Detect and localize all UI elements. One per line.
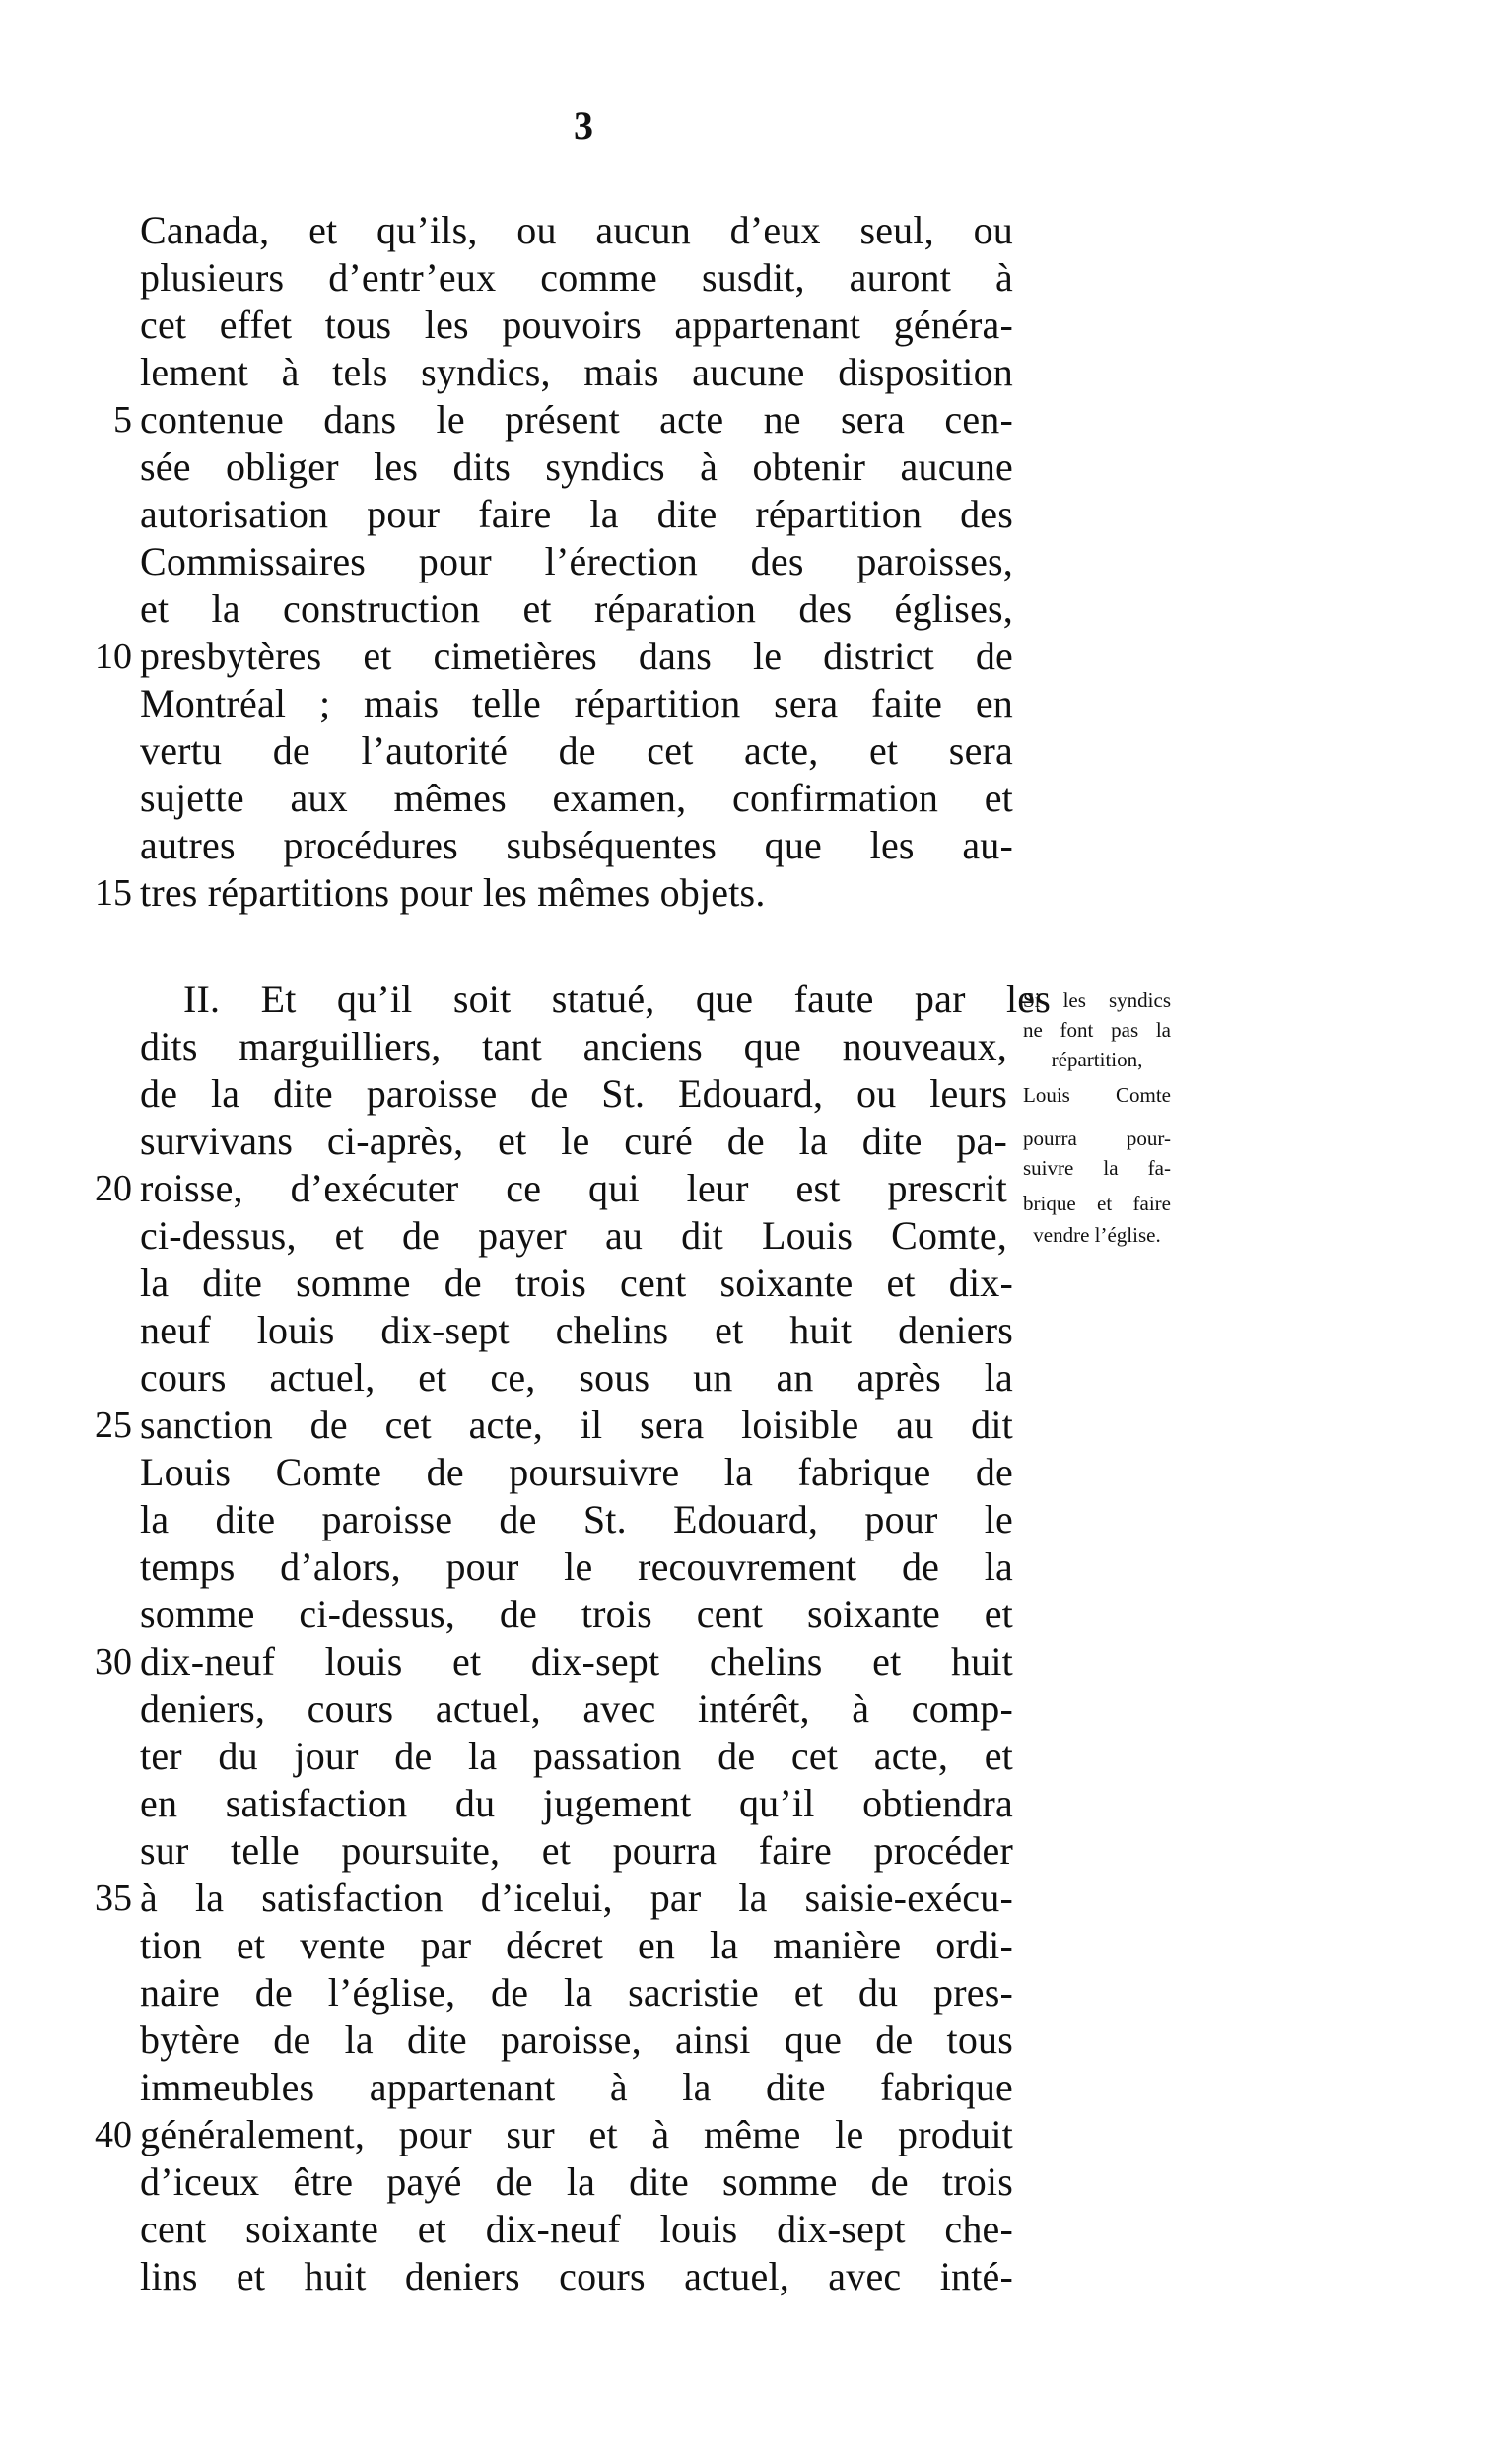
text-line: Louis Comte de poursuivre la fabrique de [140, 1450, 1013, 1494]
text-line: vertu de l’autorité de cet acte, et sera [140, 728, 1013, 773]
text-line: dix-neuf louis et dix-sept chelins et huit [140, 1639, 1013, 1683]
text-line: II. Et qu’il soit statué, que faute par les [183, 977, 1051, 1021]
text-line: naire de l’église, de la sacristie et du pres- [140, 1970, 1013, 2015]
text-line: autorisation pour faire la dite répartition des [140, 492, 1013, 536]
margin-note-line: répartition, [1051, 1048, 1143, 1071]
text-line: contenue dans le présent acte ne sera cen- [140, 397, 1013, 442]
line-number: 25 [95, 1404, 132, 1446]
text-line: généralement, pour sur et à même le produit [140, 2112, 1013, 2156]
text-line: tion et vente par décret en la manière ordi- [140, 1923, 1013, 1967]
line-number: 30 [95, 1641, 132, 1682]
text-line: Montréal ; mais telle répartition sera faite en [140, 681, 1013, 725]
text-line: sée obliger les dits syndics à obtenir aucune [140, 445, 1013, 489]
text-line: roisse, d’exécuter ce qui leur est prescrit [140, 1166, 1007, 1210]
text-line: plusieurs d’entr’eux comme susdit, auront à [140, 255, 1013, 300]
text-line: de la dite paroisse de St. Edouard, ou leurs [140, 1071, 1007, 1116]
text-line: sujette aux mêmes examen, confirmation et [140, 776, 1013, 820]
margin-note-line: brique et faire [1023, 1192, 1171, 1215]
line-number: 10 [95, 636, 132, 677]
text-line: bytère de la dite paroisse, ainsi que de tous [140, 2018, 1013, 2062]
text-line: et la construction et réparation des églises, [140, 586, 1013, 631]
text-line: cet effet tous les pouvoirs appartenant généra- [140, 303, 1013, 347]
text-line: ci-dessus, et de payer au dit Louis Comte, [140, 1213, 1007, 1258]
margin-note-line: ne font pas la [1023, 1018, 1171, 1042]
text-line: lins et huit deniers cours actuel, avec inté- [140, 2254, 1013, 2298]
text-line: en satisfaction du jugement qu’il obtiendra [140, 1781, 1013, 1825]
text-line: autres procédures subséquentes que les au- [140, 823, 1013, 867]
line-number: 15 [95, 872, 132, 914]
margin-note-line: Louis Comte [1023, 1083, 1171, 1107]
line-number: 5 [113, 399, 132, 441]
text-line: immeubles appartenant à la dite fabrique [140, 2065, 1013, 2109]
margin-note-line: pourra pour- [1023, 1127, 1171, 1150]
text-line: dits marguilliers, tant anciens que nouveaux, [140, 1024, 1007, 1068]
margin-note-line: Si les syndics [1023, 989, 1171, 1012]
line-number: 35 [95, 1878, 132, 1919]
text-line: d’iceux être payé de la dite somme de trois [140, 2159, 1013, 2204]
text-line: cours actuel, et ce, sous un an après la [140, 1355, 1013, 1400]
text-line: deniers, cours actuel, avec intérêt, à comp- [140, 1686, 1013, 1731]
text-line: Canada, et qu’ils, ou aucun d’eux seul, ou [140, 208, 1013, 252]
text-line: la dite paroisse de St. Edouard, pour le [140, 1497, 1013, 1541]
text-line: cent soixante et dix-neuf louis dix-sept che- [140, 2207, 1013, 2251]
text-line: sanction de cet acte, il sera loisible au dit [140, 1403, 1013, 1447]
margin-note-line: vendre l’église. [1033, 1223, 1161, 1247]
text-line: tres répartitions pour les mêmes objets. [140, 870, 766, 915]
text-line: presbytères et cimetières dans le district de [140, 634, 1013, 678]
text-line: lement à tels syndics, mais aucune disposition [140, 350, 1013, 394]
text-line: la dite somme de trois cent soixante et dix- [140, 1261, 1013, 1305]
text-line: temps d’alors, pour le recouvrement de la [140, 1544, 1013, 1589]
text-line: survivans ci-après, et le curé de la dite pa- [140, 1119, 1007, 1163]
text-line: à la satisfaction d’icelui, par la saisie-exécu- [140, 1876, 1013, 1920]
text-line: Commissaires pour l’érection des paroisses, [140, 539, 1013, 583]
line-number: 40 [95, 2114, 132, 2156]
text-line: ter du jour de la passation de cet acte, et [140, 1734, 1013, 1778]
margin-note-line: suivre la fa- [1023, 1156, 1171, 1180]
text-line: sur telle poursuite, et pourra faire procéder [140, 1828, 1013, 1873]
text-line: neuf louis dix-sept chelins et huit deniers [140, 1308, 1013, 1352]
page-number: 3 [574, 103, 593, 148]
text-line: somme ci-dessus, de trois cent soixante et [140, 1592, 1013, 1636]
line-number: 20 [95, 1168, 132, 1209]
